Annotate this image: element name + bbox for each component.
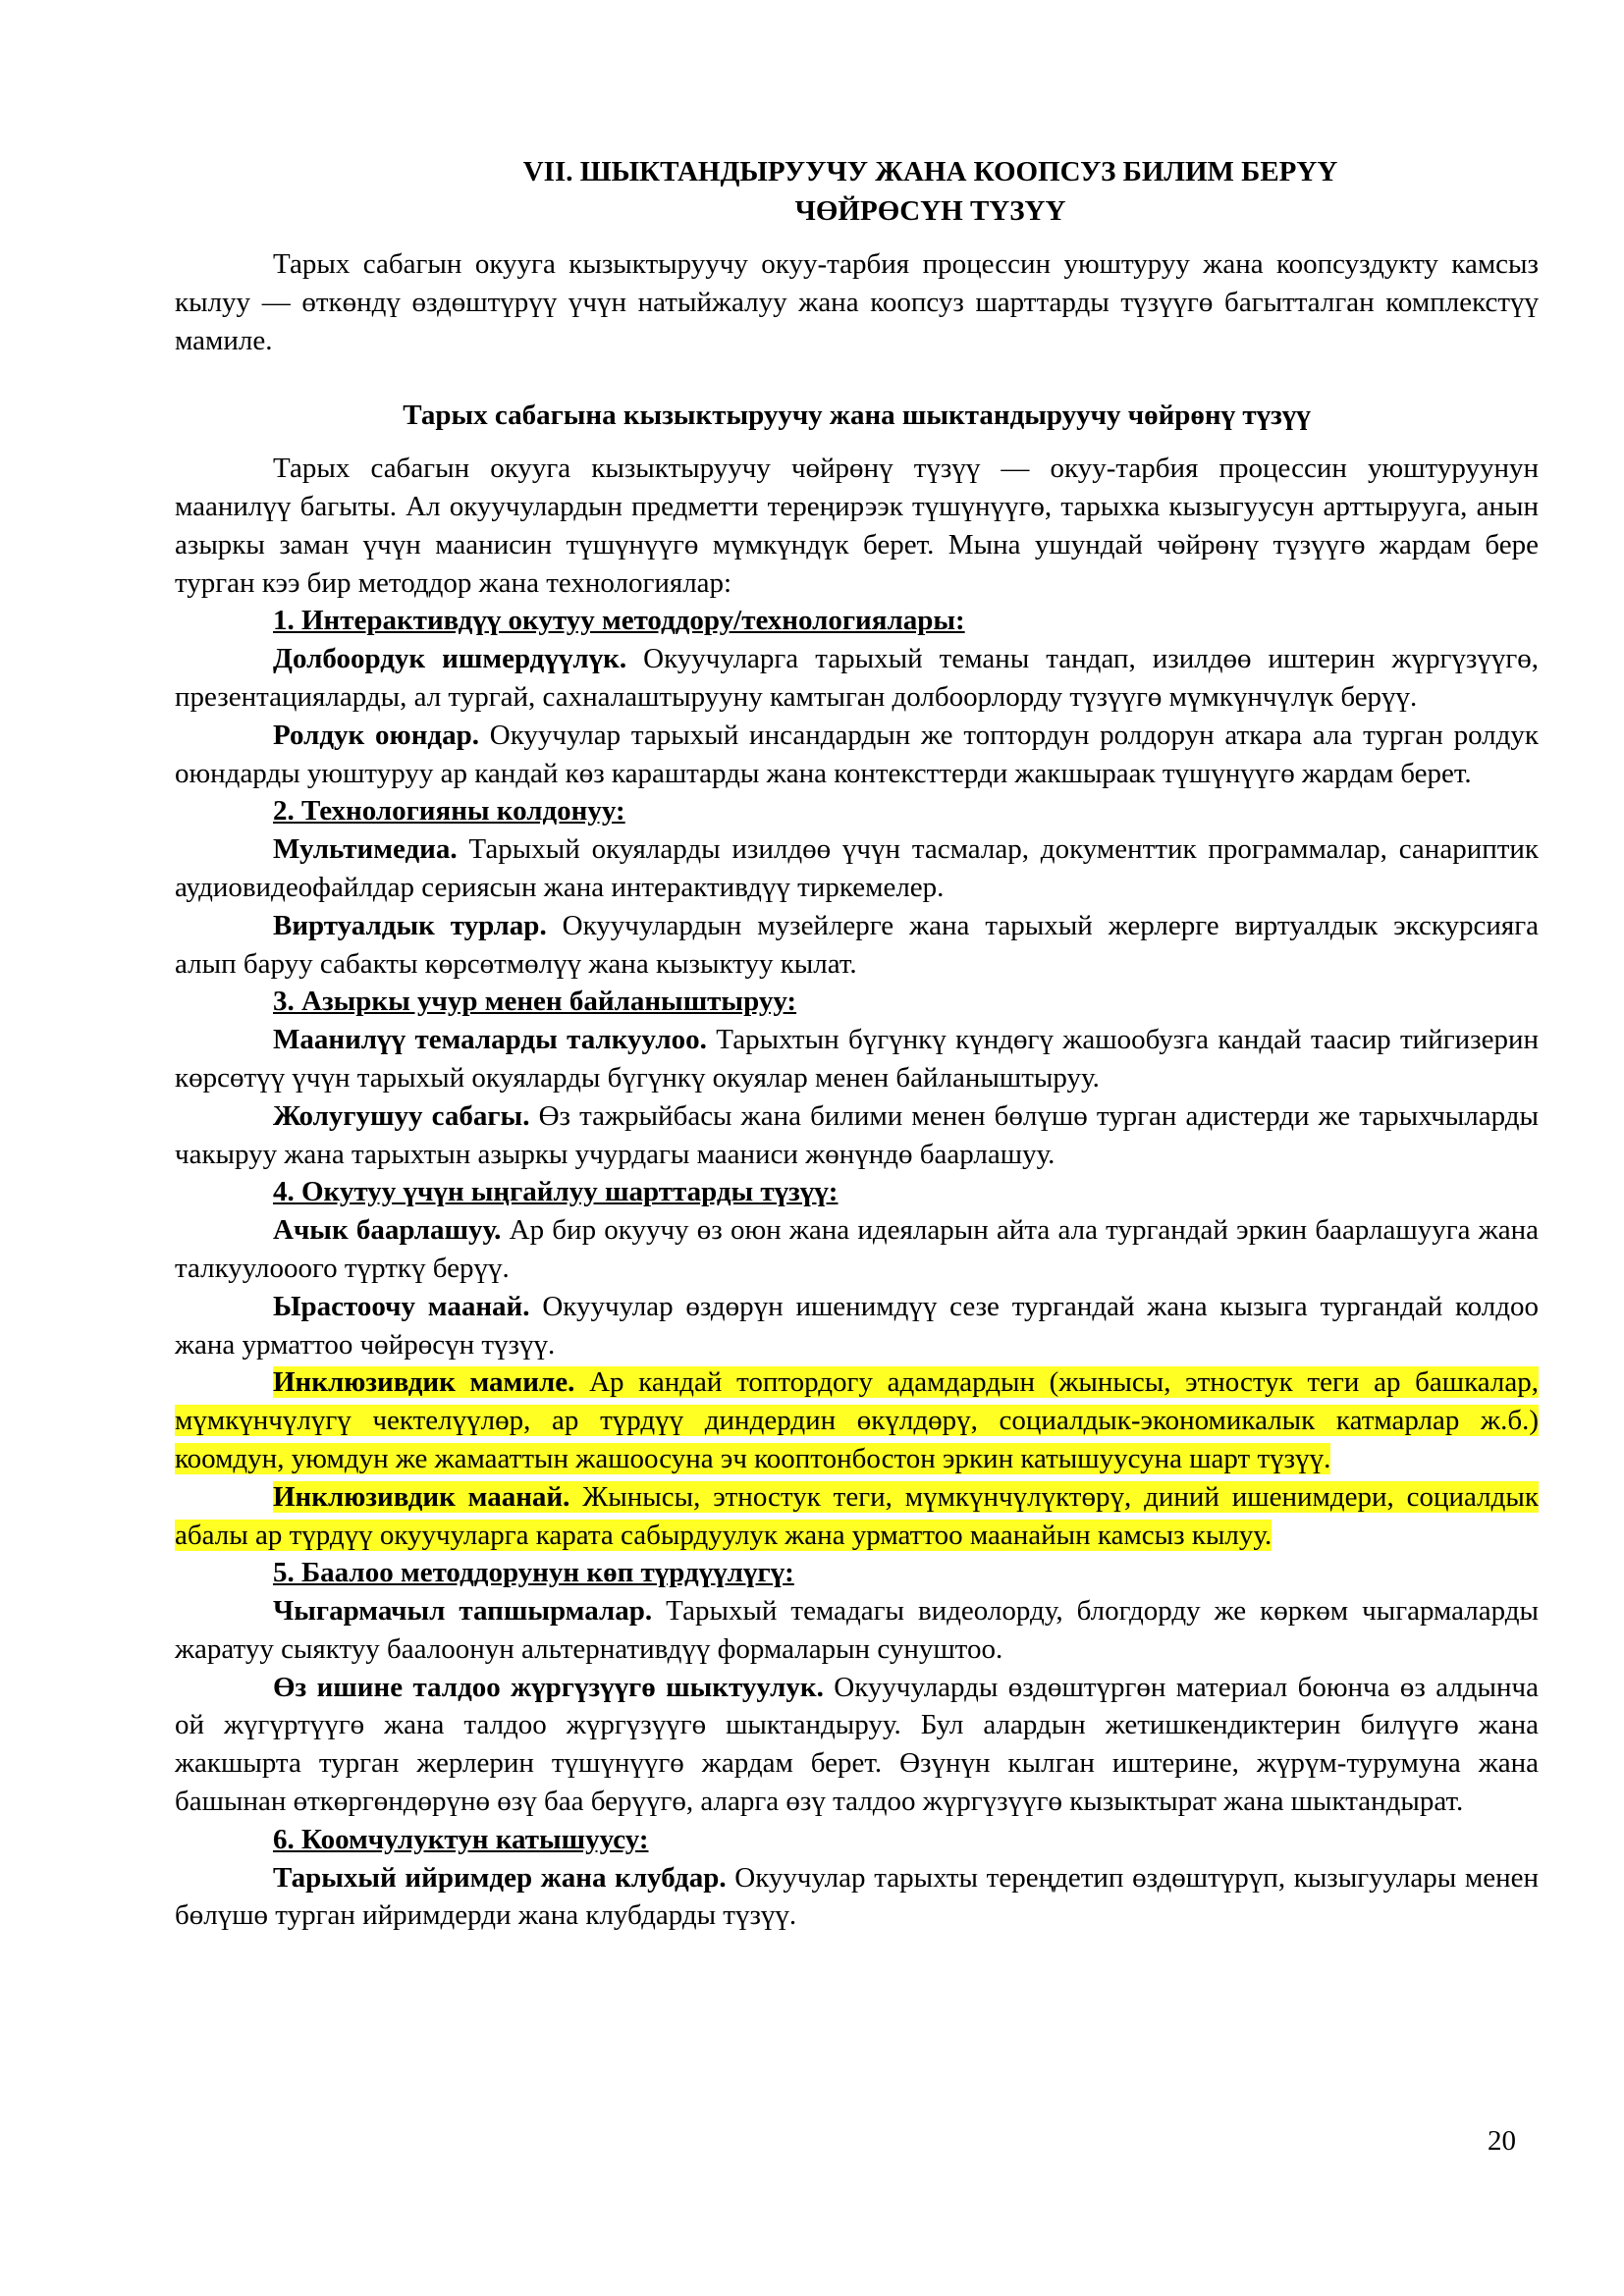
term: Инклюзивдик маанай. xyxy=(273,1480,570,1513)
term: Маанилүү темаларды талкуулоо. xyxy=(273,1024,707,1056)
paragraph-text: Тарыхый темадагы видеолорду, блогдорду же көркөм чыгармаларды жаратуу сыяктуу баалоонун альтернативдүү формаларын сунуштоо. xyxy=(175,1595,1539,1665)
term: Долбоордук ишмердүүлүк. xyxy=(273,643,627,675)
paragraph-inclusive-mood xyxy=(175,1478,1539,1555)
paragraph-text: Окуучулар тарыхты тереңдетип өздөштүрүп, кызыгуулары менен бөлүшө турган ийримдерди жана клубдарды түзүү. xyxy=(175,1861,1539,1932)
paragraph-text: Ар бир окуучу өз оюн жана идеяларын айта ала тургандай эркин баарлашууга жана талкуулооого түрткү берүү. xyxy=(175,1214,1540,1284)
page-content xyxy=(175,152,1539,1935)
paragraph-affirming-mood xyxy=(175,1288,1539,1364)
page-number: 20 xyxy=(1488,2125,1516,2157)
section-heading-5: 5. Баалоо методдорунун көп түрдүүлүгү: xyxy=(273,1557,794,1589)
paragraph-meeting-lesson xyxy=(175,1097,1539,1174)
section-heading-6: 6. Коомчулуктун катышуусу: xyxy=(273,1823,649,1855)
section-heading-1: 1. Интерактивдүү окутуу методдору/технологиялары: xyxy=(273,605,965,637)
term: Тарыхый ийримдер жана клубдар. xyxy=(273,1861,727,1894)
term: Ачык баарлашуу. xyxy=(273,1214,502,1247)
paragraph-text: Өз тажрыйбасы жана билими менен бөлүшө турган адистерди же тарыхчыларды чакыруу жана тарыхтын азыркы учурдагы мааниси жөнүндө баарлашуу. xyxy=(175,1099,1539,1170)
highlighted-text xyxy=(175,1481,1539,1551)
term: Инклюзивдик мамиле. xyxy=(273,1366,575,1399)
paragraph-text: Окуучулар тарыхый инсандардын же топтордун ролдорун аткара ала турган ролдук оюндарды уюштуруу ар кандай көз караштарды жана контексттерди жакшыраак түшүнүүгө жардам берет. xyxy=(175,719,1539,789)
paragraph-inclusive-approach xyxy=(175,1363,1539,1477)
paragraph-open-communication xyxy=(175,1211,1539,1288)
term: Жолугушуу сабагы. xyxy=(273,1099,530,1132)
paragraph-multimedia xyxy=(175,830,1539,907)
highlighted-text xyxy=(175,1366,1539,1474)
section-subheading: Тарых сабагына кызыктыруучу жана шыктандыруучу чөйрөнү түзүү xyxy=(403,400,1311,432)
paragraph-creative-tasks xyxy=(175,1592,1539,1669)
paragraph-text: Жынысы, этностук теги, мүмкүнчүлүктөрү, диний ишенимдери, социалдык абалы ар түрдүү окуучуларга карата сабырдуулук жана урматтоо маанайын камсыз кылуу. xyxy=(175,1480,1539,1551)
paragraph-role-games xyxy=(175,717,1539,793)
intro-paragraph: Тарых сабагын окууга кызыктыруучу окуу-тарбия процессин уюштуруу жана коопсуздукту камсыз кылуу — өткөндү өздөштүрүү үчүн натыйжалуу жана коопсуз шарттарды түзүүгө багытталган комплекстүү мамиле. xyxy=(175,248,1539,356)
paragraph-text: Тарыхтын бүгүнкү күндөгү жашообузга кандай таасир тийгизерин көрсөтүү үчүн тарыхый окуяларды бүгүнкү окуялар менен байланыштыруу. xyxy=(175,1024,1540,1094)
paragraph-important-topics xyxy=(175,1021,1539,1097)
paragraph-text: Окуучулардын музейлерге жана тарыхый жерлерге виртуалдык экскурсияга алып баруу сабакты көрсөтмөлүү жана кызыктуу кылат. xyxy=(175,909,1539,980)
paragraph-project-activity xyxy=(175,640,1539,717)
paragraph-virtual-tours xyxy=(175,907,1539,984)
overview-paragraph: Тарых сабагын окууга кызыктыруучу чөйрөнү түзүү — окуу-тарбия процессин уюштуруунун маанилүү багыты. Ал окуучулардын предметти тереңирээк түшүнүүгө, тарыхка кызыгуусун арттырууга, анын азыркы заман үчүн маанисин түшүнүүгө мүмкүндүк берет. Мына ушундай чөйрөнү түзүүгө жардам бере турган кээ бир методдор жана технологиялар: xyxy=(175,453,1539,599)
section-heading-4: 4. Окутуу үчүн ыңгайлуу шарттарды түзүү: xyxy=(273,1176,839,1208)
term: Виртуалдык турлар. xyxy=(273,909,547,941)
paragraph-self-analysis xyxy=(175,1669,1539,1821)
chapter-title-line1: VII. ШЫКТАНДЫРУУЧУ ЖАНА КООПСУЗ БИЛИМ БЕРҮҮ xyxy=(522,156,1338,187)
paragraph-history-clubs xyxy=(175,1859,1539,1936)
paragraph-text: Ар кандай топтордогу адамдардын (жынысы, этностук теги ар башкалар, мүмкүнчүлүгү чектелүүлөр, ар түрдүү диндердин өкүлдөрү, социалдык-экономикалык катмарлар ж.б.) коомдун, уюмдун же жамааттын жашоосуна эч кооптонбостон эркин катышуусуна шарт түзүү. xyxy=(175,1366,1539,1474)
term: Өз ишине талдоо жүргүзүүгө шыктуулук. xyxy=(273,1671,824,1703)
paragraph-text: Окуучулар өздөрүн ишенимдүү сезе тургандай жана кызыга тургандай колдоо жана урматтоо чөйрөсүн түзүү. xyxy=(175,1290,1540,1361)
term: Мультимедиа. xyxy=(273,833,458,866)
paragraph-text: Тарыхый окуяларды изилдөө үчүн тасмалар, документтик программалар, санариптик аудиовидеофайлдар сериясын жана интерактивдүү тиркемелер. xyxy=(175,833,1540,903)
section-heading-2: 2. Технологияны колдонуу: xyxy=(273,795,625,828)
term: Ырастоочу маанай. xyxy=(273,1290,530,1322)
term: Ролдук оюндар. xyxy=(273,719,479,751)
chapter-title-line2: ЧӨЙРӨСҮН ТҮЗҮҮ xyxy=(794,195,1066,227)
paragraph-text: Окуучуларга тарыхый теманы тандап, изилдөө иштерин жүргүзүүгө, презентацияларды, ал тургай, сахналаштырууну камтыган долбоорлорду түзүүгө мүмкүнчүлүк берүү. xyxy=(175,643,1540,713)
section-heading-3: 3. Азыркы учур менен байланыштыруу: xyxy=(273,986,797,1018)
term: Чыгармачыл тапшырмалар. xyxy=(273,1595,653,1628)
paragraph-text: Окуучуларды өздөштүргөн материал боюнча өз алдынча ой жүгүртүүгө жана талдоо жүргүзүүгө шыктандыруу. Бул алардын жетишкендиктерин билүүгө жана жакшырта турган жерлерин түшүнүүгө жардам берет. Өзүнүн кылган иштерине, жүрүм-турумуна жана башынан өткөргөндөрүнө өзү баа берүүгө, аларга өзү талдоо жүргүзүүгө кызыктырат жана шыктандырат. xyxy=(175,1671,1540,1818)
